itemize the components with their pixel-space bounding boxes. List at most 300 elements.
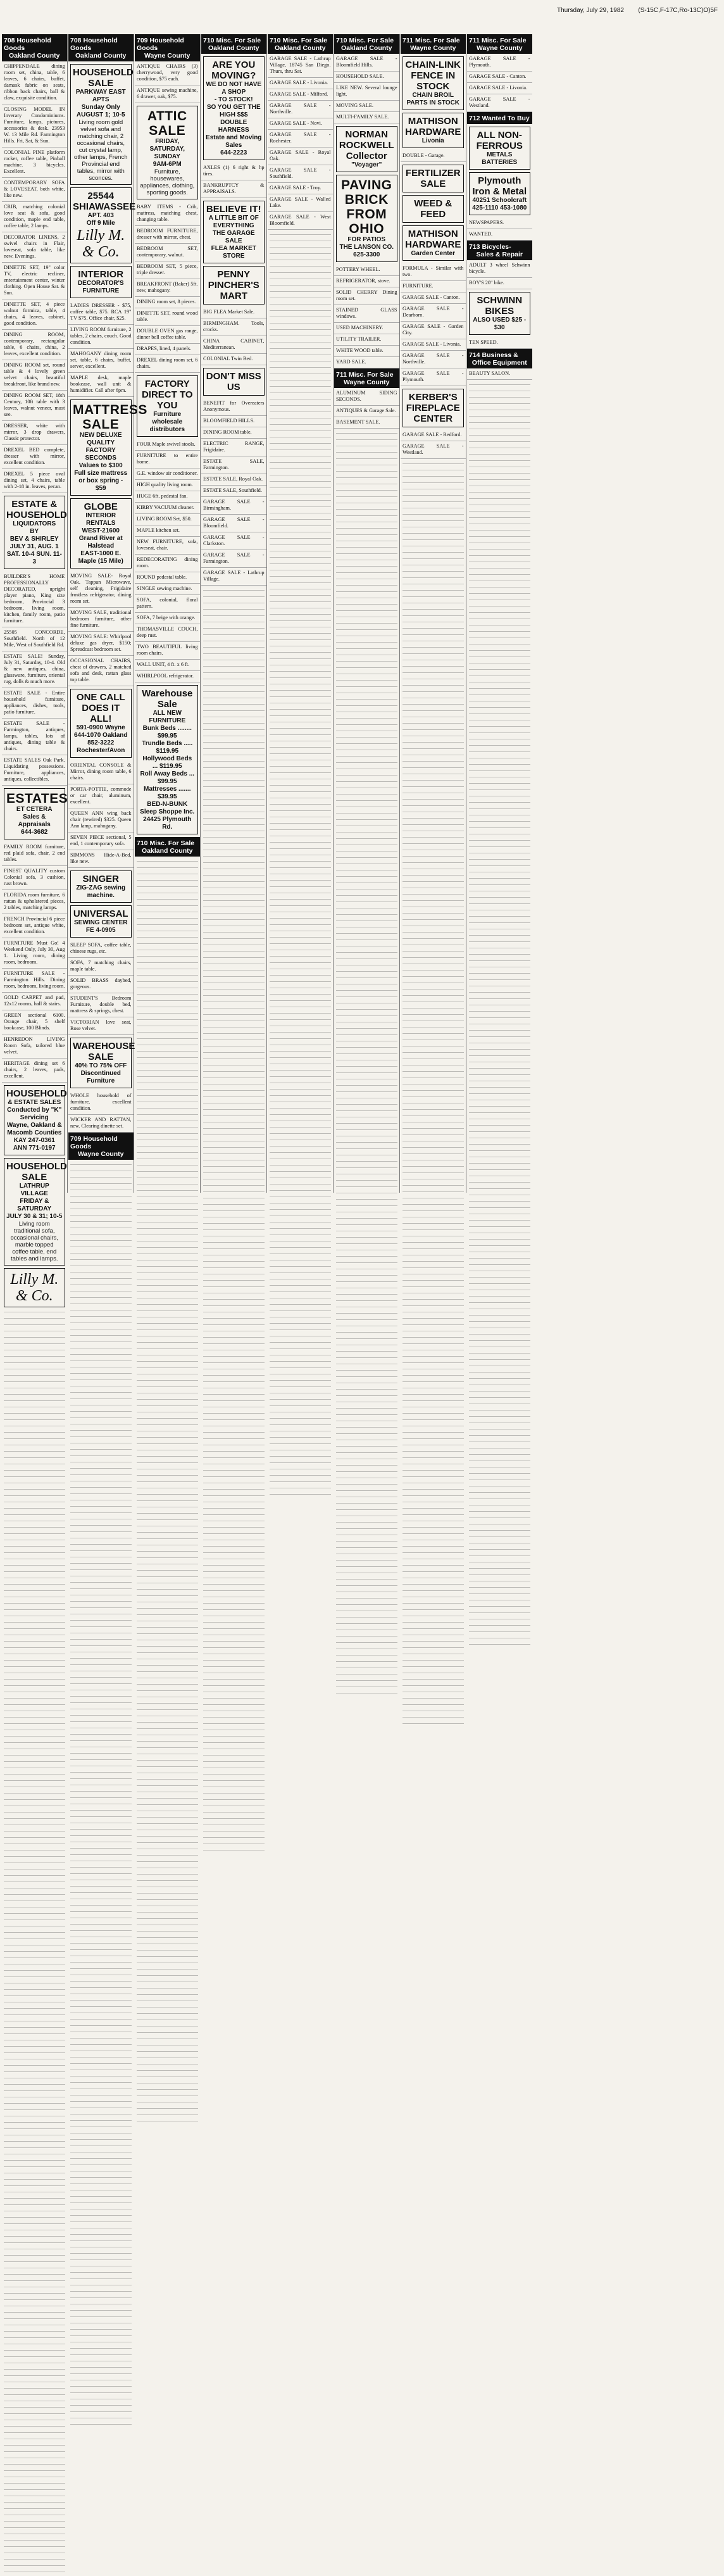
classified-ad: [334, 417, 399, 429]
classified-ad: [135, 537, 200, 555]
classified-ad: [135, 595, 200, 613]
classified-ad: [2, 469, 67, 493]
display-ad-line: 591-0900 Wayne: [76, 724, 125, 731]
ad-text: LIVING ROOM Set, $50.: [137, 516, 192, 522]
section-heading: [467, 112, 532, 124]
display-ad-line: PAVING BRICK FROM OHIO: [341, 178, 392, 236]
ad-text: MULTI-FAMILY SALE.: [336, 114, 389, 120]
section-title: Wanted To Buy: [482, 115, 530, 122]
display-ad-line: Garden Center: [411, 250, 455, 257]
section-number: 710: [203, 37, 215, 44]
section-heading: [68, 34, 134, 61]
classified-ad: [68, 325, 134, 349]
display-ad-line: HOUSEHOLD SALE: [6, 1161, 67, 1183]
ad-text: 25505 CONCORDE, Southfield. North of 12 Mile, West of Southfield Rd.: [4, 629, 65, 648]
display-ad-line: DOUBLE HARNESS: [218, 119, 249, 134]
display-ad-line: LIQUIDATORS: [13, 520, 56, 527]
classified-ad: [467, 337, 532, 349]
section-heading: [334, 34, 399, 54]
display-ad-line: 25544 SHIAWASSEE: [73, 191, 136, 212]
display-ad: [403, 165, 464, 192]
ad-text: BLOOMFIELD HILLS.: [203, 418, 255, 424]
section-heading: [401, 34, 466, 54]
classified-ad: [201, 354, 266, 365]
section-title: Household Goods: [4, 37, 51, 52]
classified-ad: [135, 671, 200, 682]
classified-ad: [135, 344, 200, 355]
ad-text: DOUBLE OVEN gas range, dinner bell coffee table.: [137, 328, 198, 340]
classified-ad: [68, 958, 134, 976]
ad-text: DOUBLE - Garage.: [403, 153, 445, 158]
ad-text: HIGH quality living room.: [137, 482, 193, 487]
classified-column: [334, 34, 400, 1193]
ad-text: ESTATE SALE! Sunday, July 31, Saturday, 10-4. Old & new antiques, china, glassware, furniture, oriental rug, dolls & much more.: [4, 653, 65, 684]
ad-text: HOUSEHOLD SALE.: [336, 73, 384, 79]
ad-text: ROUND pedestal table.: [137, 574, 187, 580]
ad-text: GARAGE SALE - Novi.: [270, 120, 322, 126]
ad-text: FORMULA - Similar with two.: [403, 265, 464, 277]
section-number: 708: [4, 37, 15, 44]
section-number: 712: [469, 115, 480, 122]
ad-text: COLONIAL Twin Bed.: [203, 356, 253, 361]
display-ad-line: FACTORY SECONDS: [85, 447, 116, 462]
classified-ad: [201, 474, 266, 486]
display-ad-line: WEST-21600 Grand River at Halstead: [78, 527, 123, 550]
classified-column: [467, 34, 532, 1193]
display-ad: [203, 368, 265, 396]
ad-text: UTILITY TRAILER.: [336, 336, 382, 342]
display-ad-line: ALL NEW FURNITURE: [149, 710, 186, 724]
classified-ad: [135, 297, 200, 308]
classified-ad: [201, 532, 266, 550]
classified-ad: [201, 550, 266, 568]
ad-text: FURNITURE.: [403, 283, 434, 289]
ad-text: GARAGE SALE - Rochester.: [270, 132, 331, 144]
classified-ad: [135, 439, 200, 451]
display-ad-line: GLOBE: [84, 501, 118, 512]
display-ad: [403, 113, 464, 148]
display-ad: [4, 1085, 65, 1155]
ad-text: KIRBY VACUUM cleaner.: [137, 505, 194, 510]
display-ad-line: Conducted by "K": [7, 1107, 62, 1114]
classified-ad: [135, 308, 200, 326]
ad-text: DINING ROOM SET, 18th Century, 10ft table with 3 leaves, walnut veneer, must see.: [4, 393, 65, 417]
display-ad-line: BEV & SHIRLEY: [9, 536, 59, 543]
classified-ad: [135, 61, 200, 85]
classified-ad: [401, 322, 466, 339]
classified-ad: [2, 993, 67, 1010]
display-ad-line: ALL NON-FERROUS: [476, 130, 523, 151]
section-title: Misc. For Sale: [282, 37, 328, 44]
display-ad: [70, 905, 132, 938]
classified-ad: [334, 357, 399, 368]
section-title: Bicycles-: [482, 243, 511, 251]
classified-ad: [268, 89, 333, 101]
classified-column: [2, 34, 68, 1304]
display-ad-line: JULY 30 & 31; 10-5: [6, 1213, 63, 1220]
section-number: 713: [469, 243, 480, 251]
display-ad: [137, 106, 198, 199]
ad-text: GARAGE SALE - Livonia.: [403, 341, 461, 347]
display-ad-line: MATHISON HARDWARE: [405, 229, 461, 250]
ad-text: BIRMINGHAM. Tools, crocks.: [203, 320, 265, 332]
ad-text: TEN SPEED.: [469, 339, 498, 345]
display-ad-line: BED-N-BUNK: [147, 801, 188, 808]
classified-ad: [68, 1017, 134, 1035]
ad-text: MOVING SALE, traditional bedroom furniture, other fine furniture.: [70, 610, 132, 628]
display-ad: [403, 225, 464, 261]
classified-ad: [334, 276, 399, 287]
ad-text: GARAGE SALE - Northville.: [270, 103, 331, 115]
classified-ad: [201, 336, 266, 354]
display-ad-line: ZIG-ZAG sewing machine.: [76, 884, 126, 899]
classified-ad: [334, 388, 399, 406]
classified-ad: [467, 229, 532, 241]
section-number: 708: [70, 37, 82, 44]
ad-text: ESTATE SALE - Farmington, antiques, lamps, tables, lots of antiques, dining table & chairs.: [4, 720, 65, 751]
ad-text: GARAGE SALE - Clarkston.: [203, 534, 265, 546]
classified-ad: [334, 334, 399, 346]
classified-ad: [135, 642, 200, 660]
column-fine-print: [403, 462, 464, 1728]
section-heading: [268, 34, 333, 54]
classified-ad: [68, 301, 134, 325]
classified-ad: [2, 148, 67, 178]
classified-ad: [334, 406, 399, 417]
classified-ad: [2, 360, 67, 391]
classified-ad: [135, 491, 200, 503]
section-heading: [201, 34, 266, 54]
ad-text: MOVING SALE: Whirlpool deluxe gas dryer, $150; Spreadcast bedroom set.: [70, 634, 132, 652]
classified-ad: [2, 1010, 67, 1034]
display-ad-line: Sunday Only: [81, 104, 120, 111]
display-ad-line: FERTILIZER SALE: [405, 168, 461, 189]
ad-text: ESTATE SALE, Southfield.: [203, 487, 262, 493]
ad-text: BEDROOM FURNITURE, dresser with mirror, chest.: [137, 228, 198, 240]
ad-text: SEVEN PIECE sectional, 5 end, 1 contemporary sofa.: [70, 834, 132, 846]
classified-ad: [401, 281, 466, 292]
classified-ad: [268, 194, 333, 212]
classified-ad: [135, 555, 200, 572]
section-title: Household Goods: [137, 37, 184, 52]
ad-text: DINING ROOM table.: [203, 429, 252, 435]
classified-ad: [68, 940, 134, 958]
ad-text: DREXEL BED complete, dresser with mirror, excellent condition.: [4, 447, 65, 465]
ad-text: DINING ROOM, contemporary, rectangular table, 6 chairs, china, 2 leaves, excellent condition.: [4, 332, 65, 356]
ad-text: THOMASVILLE COUCH, deep rust.: [137, 626, 198, 638]
ad-text: COLONIAL PINE platform rocker, coffee table, Pinball machine. 3 bicycles. Excellent.: [4, 149, 65, 174]
section-subtitle: Wayne County: [144, 52, 190, 60]
ad-text: SOFA, colonial, floral pattern.: [137, 597, 198, 609]
display-ad-line: Hollywood Beds ... $119.95: [142, 755, 192, 770]
classified-ad: [68, 760, 134, 784]
display-ad-line: NORMAN ROCKWELL Collector: [339, 129, 394, 161]
ad-text: GARAGE SALE - Southfield.: [270, 167, 331, 179]
classified-ad: [135, 85, 200, 103]
section-subtitle: Oakland County: [340, 44, 392, 52]
classified-ad: [135, 202, 200, 226]
classified-ad: [68, 1091, 134, 1115]
classified-ad: [334, 305, 399, 323]
display-ad-line: Bunk Beds ........ $99.95: [142, 725, 192, 739]
classified-ad: [2, 445, 67, 469]
classified-ad: [135, 261, 200, 279]
display-ad: [403, 56, 464, 110]
classified-ad: [467, 94, 532, 112]
display-ad-line: ESTATE & HOUSEHOLD: [6, 499, 67, 520]
display-ad-line: SAT. 10-4 SUN. 11-3: [6, 551, 62, 565]
ad-text: GARAGE SALE - West Bloomfield.: [270, 214, 331, 226]
classified-ad: [268, 118, 333, 130]
ad-text: WALL UNIT, 4 ft. x 6 ft.: [137, 662, 190, 667]
display-ad-line: ALSO USED $25 - $30: [473, 317, 527, 331]
classified-ad: [2, 61, 67, 104]
ad-text: BENEFIT for Overeaters Anonymous.: [203, 400, 265, 412]
classified-ad: [135, 480, 200, 491]
column-fine-print: [336, 431, 397, 1697]
display-ad: [4, 496, 65, 569]
classified-column: [401, 34, 466, 1193]
display-ad-line: JULY 31, AUG. 1: [9, 543, 59, 550]
ad-text: FURNITURE Must Go! 4 Weekend Only, July 30, Aug 1. Living room, dining room, bedroom.: [4, 940, 65, 965]
classified-ad: [135, 525, 200, 537]
classified-ad: [401, 430, 466, 441]
ad-text: GARAGE SALE - Farmington.: [203, 552, 265, 564]
display-ad-line: 9AM-6PM: [153, 161, 182, 168]
ad-text: DECORATOR LINENS, 2 swivel chairs in Flair, loveseat, sofa table, like new. Evenings.: [4, 234, 65, 259]
display-ad-line: - TO STOCK!: [214, 96, 253, 103]
ad-text: BANKRUPTCY & APPRAISALS.: [203, 182, 265, 194]
ad-text: GARAGE SALE - Canton.: [469, 73, 527, 79]
ad-text: CHINA CABINET, Mediterranean.: [203, 338, 265, 350]
ad-text: CRIB, matching colonial love seat & sofa, good condition, maple end table, coffee table, 2 lamps.: [4, 204, 65, 229]
classified-ad: [201, 427, 266, 439]
ad-text: WHITE WOOD table.: [336, 348, 384, 353]
section-number: 709: [70, 1135, 82, 1143]
classified-ad: [334, 323, 399, 334]
classified-ad: [2, 1034, 67, 1059]
classified-ad: [2, 299, 67, 330]
display-ad-line: Wayne, Oakland & Macomb Counties: [6, 1122, 62, 1136]
display-ad: [403, 195, 464, 223]
ad-text: GREEN sectional 6100. Orange chair, 5 shelf bookcase, 100 Blinds.: [4, 1012, 65, 1031]
display-ad: [70, 399, 147, 496]
display-ad-line: WAREHOUSE SALE: [73, 1041, 135, 1062]
display-ad-line: BY: [30, 528, 39, 535]
display-ad-line: ONE CALL DOES IT ALL!: [76, 692, 125, 724]
classified-ad: [2, 263, 67, 299]
ad-text: LADIES DRESSER - $75, coffee table, $75. RCA 19" TV $75. Office chair, $25.: [70, 303, 132, 321]
classified-ad: [135, 584, 200, 595]
classified-ad: [68, 349, 134, 373]
display-ad-line: Livonia: [421, 137, 444, 144]
section-number: 714: [469, 351, 480, 359]
ad-text: STAINED GLASS windows.: [336, 307, 397, 319]
classified-ad: [2, 627, 67, 651]
display-ad-line: Off 9 Mile: [86, 220, 115, 227]
display-ad: [336, 126, 397, 172]
display-ad: [336, 175, 397, 262]
classified-ad: [135, 572, 200, 584]
ad-text: FLORIDA room furniture, 6 rattan & upholstered pieces, 2 tables, matching lamps.: [4, 892, 65, 910]
display-ad-line: ARE YOU MOVING?: [211, 60, 256, 81]
ad-text: GARAGE SALE - Royal Oak.: [270, 149, 331, 161]
ad-text: CHIPPENDALE dining room set, china, table, 6 leaves, 6 chairs, buffet, damask fabric on seats, ribbon back chairs, ball & claw, exquisite condition.: [4, 63, 65, 101]
display-ad-line: Sleep Shoppe Inc.: [140, 808, 195, 815]
classified-ad: [401, 304, 466, 322]
ad-text: GARAGE SALE - Walled Lake.: [270, 196, 331, 208]
classified-ad: [2, 842, 67, 866]
ad-text: ESTATE SALES Oak Park. Liquidating possessions. Furniture, appliances, antiques, collectibles.: [4, 757, 65, 782]
ad-text: GARAGE SALE - Milford.: [270, 91, 328, 97]
display-ad-line: WEED & FEED: [414, 198, 453, 220]
ad-text: CONTEMPORARY SOFA & LOVESEAT, both white, like new.: [4, 180, 65, 198]
ad-text: HERITAGE dining set 6 chairs, 2 leaves, pads, excellent.: [4, 1060, 65, 1079]
display-ad-line: THE LANSON CO. 625-3300: [339, 244, 394, 258]
ad-text: DINETTE SET, round wood table.: [137, 310, 198, 322]
ad-text: ORIENTAL CONSOLE & Mirror, dining room table, 6 chairs.: [70, 762, 132, 781]
ad-text: SLEEP SOFA, coffee table, chinese rugs, etc.: [70, 942, 132, 954]
display-ad-line: APT. 403: [87, 212, 114, 219]
section-heading: [334, 368, 399, 388]
classified-ad: [135, 468, 200, 480]
classified-ad: [2, 688, 67, 719]
ad-text: WANTED.: [469, 231, 493, 237]
classified-ad: [2, 914, 67, 938]
ad-text: GARAGE SALE - Westland.: [403, 443, 464, 455]
display-ad-line: 425-1110 453-1080: [472, 204, 527, 211]
classified-ad: [334, 72, 399, 83]
classified-ad: [2, 178, 67, 202]
classified-ad: [401, 368, 466, 386]
display-ad-line: NEW DELUXE QUALITY: [79, 432, 122, 446]
section-number: 711: [403, 37, 413, 44]
display-ad-line: 644-3682: [21, 829, 48, 836]
classified-ad: [201, 318, 266, 336]
ad-text: GARAGE SALE - Troy.: [270, 185, 321, 191]
display-ad-line: Roll Away Beds ... $99.95: [140, 770, 195, 785]
display-ad: [4, 1158, 65, 1266]
classified-ad: [135, 226, 200, 244]
classified-ad: [201, 486, 266, 497]
classified-ad: [68, 993, 134, 1017]
classified-column: [201, 34, 267, 1193]
ad-text: ESTATE SALE, Farmington.: [203, 458, 265, 470]
section-subtitle: Oakland County: [75, 52, 127, 60]
classified-ad: [2, 719, 67, 755]
display-ad-line: FRIDAY & SATURDAY: [17, 1198, 52, 1212]
ad-text: WHOLE household of furniture, excellent condition.: [70, 1093, 132, 1111]
display-ad-line: DON'T MISS US: [206, 371, 261, 393]
ad-text: PORTA-POTTIE, commode or car chair, aluminum, excellent.: [70, 786, 132, 805]
ad-text: FAMILY ROOM furniture, red plaid sofa, chair, 2 end tables.: [4, 844, 65, 862]
ad-text: WHIRLPOOL refrigerator.: [137, 673, 194, 679]
section-title: Misc. For Sale: [349, 37, 394, 44]
classified-ad: [334, 265, 399, 276]
classified-ad: [201, 307, 266, 318]
display-ad-line: SCHWINN BIKES: [477, 295, 523, 317]
ad-text: GOLD CARPET and pad, 12x12 rooms, hall & stairs.: [4, 995, 65, 1007]
column-fine-print: [137, 859, 198, 2125]
display-ad-line: Mattresses ....... $39.95: [144, 786, 191, 800]
display-ad-line: FOR PATIOS: [347, 236, 386, 243]
display-ad-line: METALS: [487, 151, 513, 158]
ad-text: TWO BEAUTIFUL living room chairs.: [137, 644, 198, 656]
ad-text: BIG FLEA Market Sale.: [203, 309, 255, 315]
classified-ad: [135, 613, 200, 624]
display-ad-line: A LITTLE BIT OF EVERYTHING: [208, 215, 259, 229]
section-title: Household Goods: [70, 1135, 118, 1150]
display-ad: [70, 870, 132, 903]
ad-text: YARD SALE.: [336, 359, 366, 365]
section-subtitle: Oakland County: [8, 52, 60, 60]
section-heading: [135, 837, 200, 857]
ad-text: GARAGE SALE - Lathrup Village.: [203, 570, 265, 582]
display-ad-line: INTERIOR: [78, 269, 124, 280]
display-ad: [203, 266, 265, 305]
classified-ad: [2, 421, 67, 445]
section-heading: [135, 34, 200, 61]
section-title: Household Goods: [70, 37, 118, 52]
classified-ad: [135, 514, 200, 525]
classified-ad: [268, 78, 333, 89]
display-ad: [70, 64, 132, 185]
ad-text: SOLID BRASS daybed, gorgeous.: [70, 977, 132, 990]
display-ad-line: 40% TO 75% OFF: [75, 1062, 127, 1069]
section-heading: [467, 34, 532, 54]
classified-column: [135, 34, 201, 1193]
classified-ad: [68, 976, 134, 993]
display-ad-line: Warehouse Sale: [142, 688, 193, 710]
classified-ad: [467, 278, 532, 289]
ad-text: GARAGE SALE - Lathrup Village, 18745 San Diego. Thurs, thru Sat.: [270, 56, 331, 74]
ad-text: BEAUTY SALON.: [469, 370, 511, 376]
ad-text: ESTATE SALE, Royal Oak.: [203, 476, 263, 482]
display-ad-line: ET CETERA: [16, 806, 53, 813]
ad-text: DRESSER, white with mirror, 3 drop drawers, Classic protector.: [4, 423, 65, 441]
ad-text: GARAGE SALE - Plymouth.: [403, 370, 464, 382]
ad-text: SINGLE sewing machine.: [137, 586, 192, 591]
classified-columns: [2, 34, 722, 1304]
ad-text: HENREDON LIVING Room Sofa, tailored blue velvet.: [4, 1036, 65, 1055]
column-fine-print: [70, 1162, 132, 2428]
ad-text: SOLID CHERRY Dining room set.: [336, 289, 397, 301]
classified-ad: [268, 54, 333, 78]
ad-text: MAHOGANY dining room set, table, 6 chairs, buffet, server, excellent.: [70, 351, 132, 369]
ad-text: SIMMONS Hide-A-Bed, like new.: [70, 852, 132, 864]
ad-text: GARAGE SALE - Livonia.: [469, 85, 528, 91]
classified-ad: [68, 808, 134, 832]
display-ad-line: FURNITURE: [82, 287, 120, 294]
display-ad: [70, 498, 132, 569]
ad-text: BOY'S 20" bike.: [469, 280, 504, 286]
section-subtitle: Wayne County: [476, 44, 523, 52]
issue-date: Thursday, July 29, 1982: [557, 7, 624, 14]
classified-ad: [2, 755, 67, 786]
display-ad-line: KERBER'S FIREPLACE CENTER: [406, 392, 460, 424]
ad-text: SOFA, 7 matching chairs, maple table.: [70, 960, 132, 972]
classified-ad: [68, 850, 134, 868]
display-ad-line: CHAIN-LINK FENCE IN STOCK: [405, 60, 461, 92]
classified-ad: [135, 660, 200, 671]
display-ad-line: Full size mattress or box spring - $59: [74, 470, 128, 492]
ad-text: LIKE NEW. Several lounge light.: [336, 85, 397, 97]
classified-ad: [334, 346, 399, 357]
ad-text: HUGE 6ft. pedestal fan.: [137, 493, 188, 499]
classified-ad: [135, 355, 200, 373]
display-ad-line: SINGER: [82, 874, 119, 884]
section-heading: [68, 1133, 134, 1160]
